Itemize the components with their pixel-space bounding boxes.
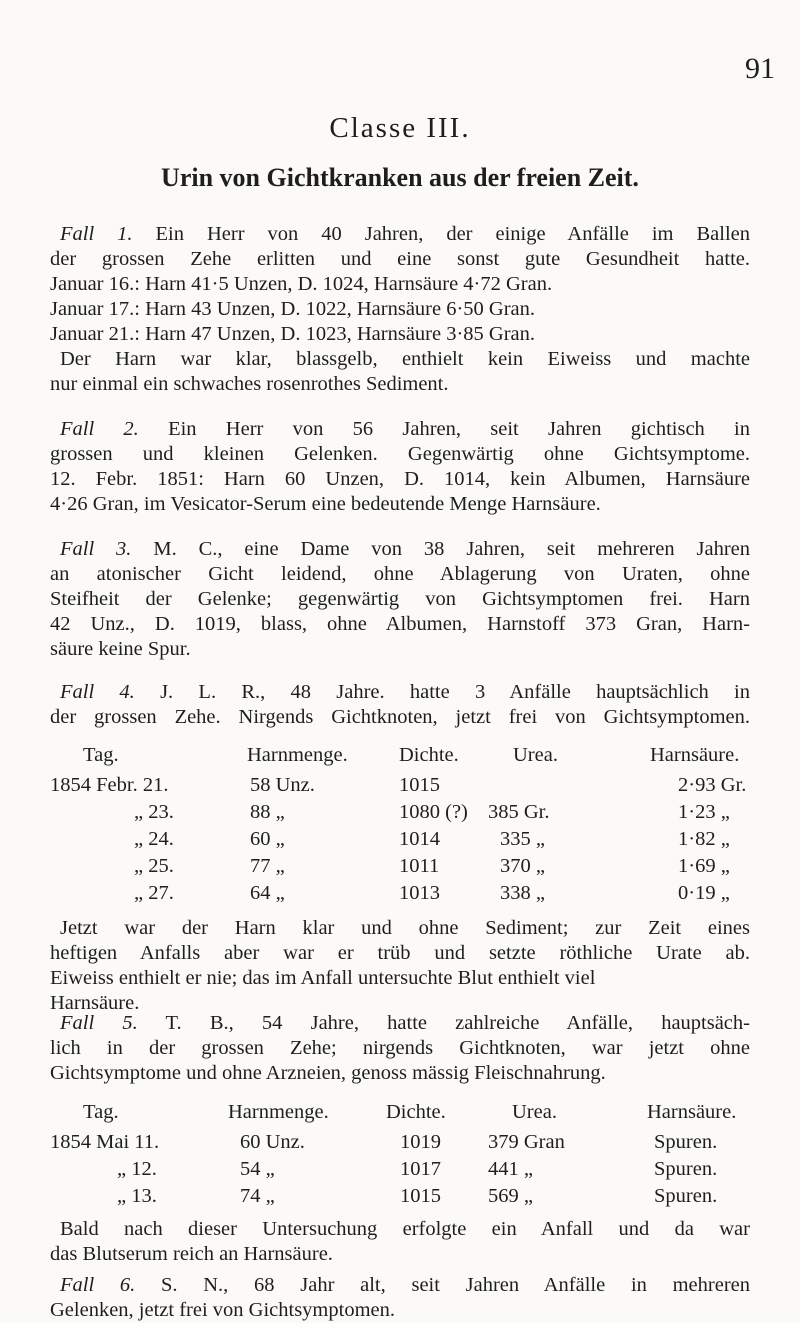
case-4-note-line-2: heftigen Anfalls aber war er trüb und setzte röthliche Urate ab.	[50, 942, 750, 964]
case-4-line-2: der grossen Zehe. Nirgends Gichtknoten, jetzt frei von Gichtsymptomen.	[50, 706, 750, 728]
table-cell: „ 27.	[134, 882, 174, 904]
table-cell: 379 Gran	[488, 1131, 565, 1153]
table-cell: 88 „	[250, 801, 285, 823]
table-cell: 1015	[399, 774, 440, 796]
section-title: Urin von Gichtkranken aus der freien Zeit.	[161, 163, 639, 192]
table-cell: „ 24.	[134, 828, 174, 850]
case-4-text: J. L. R., 48 Jahre. hatte 3 Anfälle hauptsächlich in	[160, 681, 750, 703]
case-2-label: Fall 2.	[60, 418, 139, 440]
table-row	[0, 828, 800, 853]
case-6-line-2: Gelenken, jetzt frei von Gichtsymptomen.	[50, 1299, 395, 1321]
table-cell: „ 13.	[117, 1185, 157, 1207]
case-2-line-1	[50, 417, 750, 442]
column-header: Dichte.	[399, 744, 459, 766]
table-row	[0, 1185, 800, 1210]
case-6-text: S. N., 68 Jahr alt, seit Jahren Anfälle in mehreren	[161, 1274, 751, 1296]
column-header: Harnsäure.	[650, 744, 740, 766]
table-cell: 1·23 „	[678, 801, 730, 823]
table-cell: Spuren.	[654, 1158, 718, 1180]
table-cell: 441 „	[488, 1158, 533, 1180]
column-header: Urea.	[513, 744, 558, 766]
table-cell: 1011	[399, 855, 440, 877]
table-cell: 1014	[399, 828, 440, 850]
table-cell: 2·93 Gr.	[678, 774, 747, 796]
case-5-label: Fall 5.	[60, 1012, 138, 1034]
case-2-paragraph	[50, 417, 750, 517]
case-4-line-1	[50, 680, 750, 705]
table-cell: 1013	[399, 882, 440, 904]
case-1-line-3: Januar 16.: Harn 41·5 Unzen, D. 1024, Harnsäure 4·72 Gran.	[50, 273, 553, 295]
case-2-line-3: 12. Febr. 1851: Harn 60 Unzen, D. 1014, kein Albumen, Harnsäure	[50, 468, 750, 490]
case-1-line-1	[50, 222, 750, 247]
case-4-note-line-3: Eiweiss enthielt er nie; das im Anfall untersuchte Blut enthielt viel	[50, 967, 596, 989]
case-5-line-2: lich in der grossen Zehe; nirgends Gichtknoten, war jetzt ohne	[50, 1037, 750, 1059]
table-cell: „ 23.	[134, 801, 174, 823]
case-1-line-6: Der Harn war klar, blassgelb, enthielt kein Eiweiss und machte	[60, 348, 750, 370]
table-cell: 1015	[400, 1185, 441, 1207]
case-5-paragraph	[50, 1011, 750, 1086]
column-header: Urea.	[512, 1101, 557, 1123]
case-3-line-3: Steifheit der Gelenke; gegenwärtig von Gichtsymptomen frei. Harn	[50, 588, 750, 610]
case-1-line-5: Januar 21.: Harn 47 Unzen, D. 1023, Harnsäure 3·85 Gran.	[50, 323, 536, 345]
case-4-label: Fall 4.	[60, 681, 135, 703]
table-row	[0, 1158, 800, 1183]
table-row	[0, 774, 800, 799]
case-1-line-2: der grossen Zehe erlitten und eine sonst gute Gesundheit hatte.	[50, 248, 750, 270]
case-4-table-header	[0, 744, 800, 769]
case-2-line-4: 4·26 Gran, im Vesicator-Serum eine bedeutende Menge Harnsäure.	[50, 493, 601, 515]
case-5-note	[50, 1217, 750, 1267]
case-5-text: T. B., 54 Jahre, hatte zahlreiche Anfälle, hauptsäch-	[165, 1012, 750, 1034]
table-cell: 1854 Febr. 21.	[50, 774, 169, 796]
page-number: 91	[745, 52, 775, 85]
case-6-line-1	[50, 1273, 750, 1298]
column-header: Harnmenge.	[247, 744, 348, 766]
case-3-line-5: säure keine Spur.	[50, 638, 191, 660]
table-cell: 0·19 „	[678, 882, 730, 904]
table-cell: 569 „	[488, 1185, 533, 1207]
table-cell: 1017	[400, 1158, 441, 1180]
case-5-line-3: Gichtsymptome und ohne Arzneien, genoss mässig Fleischnahrung.	[50, 1062, 606, 1084]
table-cell: 60 Unz.	[240, 1131, 305, 1153]
case-5-table-header	[0, 1101, 800, 1126]
table-row	[0, 1131, 800, 1156]
table-cell: 335 „	[500, 828, 545, 850]
table-cell: 54 „	[240, 1158, 275, 1180]
table-row	[0, 801, 800, 826]
case-5-line-1	[50, 1011, 750, 1036]
case-4-note	[50, 916, 750, 1016]
table-cell: 1·69 „	[678, 855, 730, 877]
case-1-line-4: Januar 17.: Harn 43 Unzen, D. 1022, Harnsäure 6·50 Gran.	[50, 298, 536, 320]
chapter-heading: Classe III.	[329, 112, 471, 144]
column-header: Tag.	[83, 1101, 119, 1123]
table-cell: 64 „	[250, 882, 285, 904]
case-3-label: Fall 3.	[60, 538, 132, 560]
table-cell: Spuren.	[654, 1131, 718, 1153]
case-3-line-2: an atonischer Gicht leidend, ohne Ablagerung von Uraten, ohne	[50, 563, 750, 585]
case-6-label: Fall 6.	[60, 1274, 136, 1296]
case-4-note-line-4: Harnsäure.	[50, 992, 140, 1014]
table-cell: 1·82 „	[678, 828, 730, 850]
case-3-text: M. C., eine Dame von 38 Jahren, seit mehreren Jahren	[153, 538, 750, 560]
case-3-paragraph	[50, 537, 750, 662]
case-4-note-line-1: Jetzt war der Harn klar und ohne Sediment; zur Zeit eines	[60, 917, 750, 939]
table-cell: 1854 Mai 11.	[50, 1131, 160, 1153]
case-1-label: Fall 1.	[60, 223, 133, 245]
table-cell: 1019	[400, 1131, 441, 1153]
case-2-text: Ein Herr von 56 Jahren, seit Jahren gichtisch in	[168, 418, 750, 440]
table-cell: 77 „	[250, 855, 285, 877]
column-header: Harnsäure.	[647, 1101, 737, 1123]
case-6-paragraph	[50, 1273, 750, 1323]
case-1-paragraph	[50, 222, 750, 397]
case-1-text: Ein Herr von 40 Jahren, der einige Anfälle im Ballen	[155, 223, 750, 245]
table-cell: 60 „	[250, 828, 285, 850]
table-cell: „ 12.	[117, 1158, 157, 1180]
case-4-paragraph	[50, 680, 750, 730]
case-1-line-7: nur einmal ein schwaches rosenrothes Sediment.	[50, 373, 449, 395]
column-header: Harnmenge.	[228, 1101, 329, 1123]
case-3-line-4: 42 Unz., D. 1019, blass, ohne Albumen, Harnstoff 373 Gran, Harn-	[50, 613, 750, 635]
table-cell: 370 „	[500, 855, 545, 877]
table-cell: „ 25.	[134, 855, 174, 877]
table-cell: 74 „	[240, 1185, 275, 1207]
column-header: Dichte.	[386, 1101, 446, 1123]
table-cell: Spuren.	[654, 1185, 718, 1207]
case-3-line-1	[50, 537, 750, 562]
case-5-note-line-1: Bald nach dieser Untersuchung erfolgte ein Anfall und da war	[60, 1218, 750, 1240]
case-5-note-line-2: das Blutserum reich an Harnsäure.	[50, 1243, 333, 1265]
case-2-line-2: grossen und kleinen Gelenken. Gegenwärtig ohne Gichtsymptome.	[50, 443, 750, 465]
table-row	[0, 882, 800, 907]
table-cell: 58 Unz.	[250, 774, 315, 796]
table-cell: 338 „	[500, 882, 545, 904]
table-row	[0, 855, 800, 880]
column-header: Tag.	[83, 744, 119, 766]
table-cell: 385 Gr.	[488, 801, 550, 823]
table-cell: 1080 (?)	[399, 801, 468, 823]
